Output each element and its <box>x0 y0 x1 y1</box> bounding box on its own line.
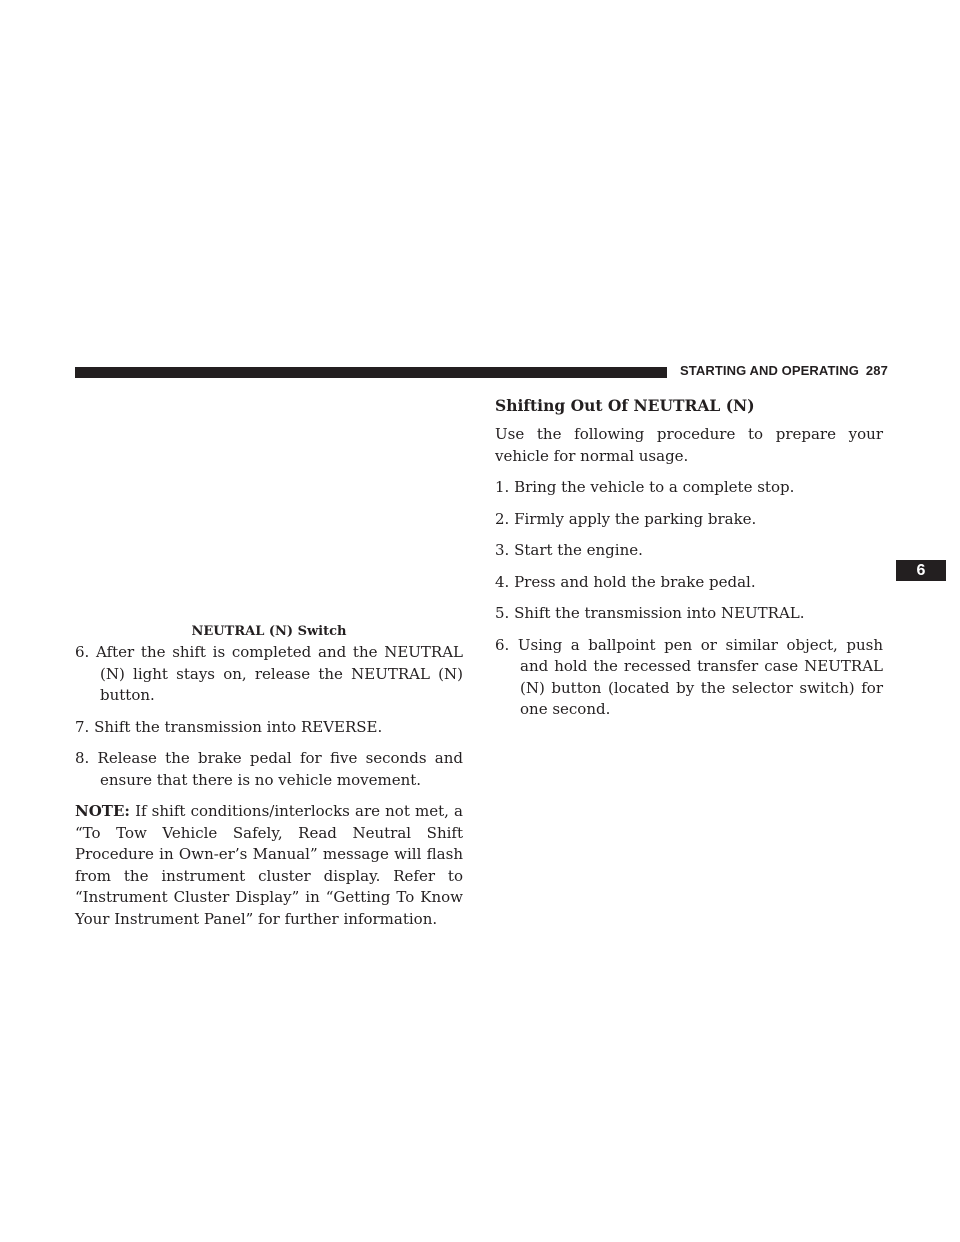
step-7: 7. Shift the transmission into REVERSE. <box>75 717 383 736</box>
step-6-right: 6. Using a ballpoint pen or similar object, push and hold the recessed transfer case NEUTRAL (N) button (located by the selector switch) for one second. <box>495 635 883 718</box>
note-text: If shift conditions/interlocks are not met, a “To Tow Vehicle Safely, Read Neutral Shift Procedure in Own-er’s Manual” message will flash from the instrument cluster display. Refer to “Instrument Cluster Display” in “Getting To Know Your Instrument Panel” for further information. <box>75 802 463 928</box>
step-2: 2. Firmly apply the parking brake. <box>495 509 757 528</box>
right-column <box>495 395 883 731</box>
chapter-tab: 6 <box>896 560 946 581</box>
figure-caption: NEUTRAL (N) Switch <box>191 624 347 639</box>
step-5: 5. Shift the transmission into NEUTRAL. <box>495 604 805 622</box>
step-6: 6. After the shift is completed and the NEUTRAL (N) light stays on, release the NEUTRAL (N) button. <box>75 643 463 704</box>
section-heading: Shifting Out Of NEUTRAL (N) <box>495 396 755 415</box>
step-4: 4. Press and hold the brake pedal. <box>495 572 756 591</box>
step-8: 8. Release the brake pedal for five seconds and ensure that there is no vehicle movement. <box>75 749 463 789</box>
section-title: STARTING AND OPERATING <box>680 363 859 378</box>
note-paragraph <box>75 801 463 930</box>
intro-paragraph: Use the following procedure to prepare your vehicle for normal usage. <box>495 425 883 465</box>
note-label: NOTE: <box>75 802 130 820</box>
left-column <box>75 623 463 940</box>
page-number: 287 <box>865 363 888 378</box>
step-3: 3. Start the engine. <box>495 541 643 559</box>
running-header <box>680 363 888 378</box>
step-1: 1. Bring the vehicle to a complete stop. <box>495 478 795 496</box>
header-rule <box>75 367 667 378</box>
